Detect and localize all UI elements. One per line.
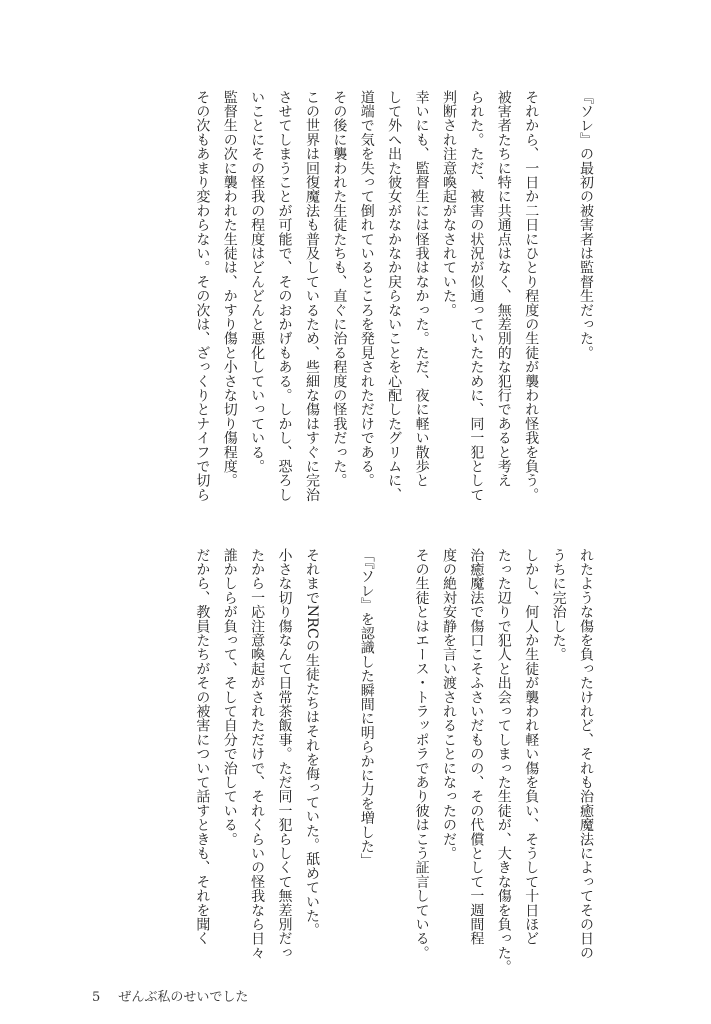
page-footer <box>92 986 248 1005</box>
text-column: 判断され注意喚起がなされていた。 <box>440 90 457 318</box>
text-column: 幸いにも、監督生には怪我はなかった。ただ、夜に軽い散歩と <box>413 90 430 488</box>
text-column: させてしまうことが可能で、そのおかげもある。しかし、恐ろし <box>276 90 293 502</box>
text-column: それから、一日か二日にひとり程度の生徒が襲われ怪我を負う。 <box>523 90 540 502</box>
text-column: その生徒とはエース・トラッポラであり彼はこう証言している。 <box>413 548 430 960</box>
text-column: 誰かしらが負って、そして自分で治している。 <box>221 548 238 847</box>
text-column: 小さな切り傷なんて日常茶飯事。ただ同一犯らしくて無差別だっ <box>276 548 293 960</box>
text-column: 『ソレ』の最初の被害者は監督生だった。 <box>578 90 594 360</box>
text-column: その後に襲われた生徒たちも、直ぐに治る程度の怪我だった。 <box>331 90 348 488</box>
text-column: それまでNRCの生徒たちはそれを侮っていた。舐めていた。 <box>303 548 320 938</box>
text-column: 度の絶対安静を言い渡されることになったのだ。 <box>440 548 457 861</box>
text-column: いことにその怪我の程度はどんどんと悪化していっている。 <box>249 90 266 474</box>
text-column: その次もあまり変わらない。その次は、ざっくりとナイフで切ら <box>194 90 211 502</box>
text-column: うちに完治した。 <box>550 548 567 662</box>
text-column: 被害者たちに特に共通点はなく、無差別的な犯行であると考え <box>495 90 512 488</box>
text-column <box>380 548 407 980</box>
text-column: たから一応注意喚起がされただけで、それくらいの怪我なら日々 <box>249 548 266 960</box>
text-column: しかし、何人か生徒が襲われ軽い傷を負い、そうして十日ほど <box>523 548 540 946</box>
text-column: たった辺りで犯人と出会ってしまった生徒が、大きな傷を負った。 <box>495 548 512 974</box>
upper-text-block <box>119 90 599 522</box>
text-column: 監督生の次に襲われた生徒は、かすり傷と小さな切り傷程度。 <box>221 90 238 488</box>
text-column <box>544 90 571 522</box>
lower-text-block <box>119 548 599 980</box>
text-column: して外へ出た彼女がなかなか戻らないことを心配したグリムに、 <box>386 90 403 502</box>
text-column: だから、教員たちがその被害について話すときも、それを聞く <box>194 548 211 946</box>
page-number: 5 <box>92 990 101 1005</box>
text-column <box>325 548 352 980</box>
book-title: ぜんぶ私のせいでした <box>118 990 249 1005</box>
text-column: られた。ただ、被害の状況が似通っていたために、同一犯として <box>468 90 485 502</box>
text-column: れたような傷を負ったけれど、それも治癒魔法によってその日の <box>578 548 594 960</box>
text-column: 「『ソレ』を認識した瞬間に明らかに力を増した」 <box>358 548 375 868</box>
text-column: 道端で気を失って倒れているところを発見されただけである。 <box>358 90 375 488</box>
text-column: この世界は回復魔法も普及しているため、些細な傷はすぐに完治 <box>303 90 320 502</box>
text-column: 治癒魔法で傷口こそふさいだものの、その代償として一週間程 <box>468 548 485 946</box>
